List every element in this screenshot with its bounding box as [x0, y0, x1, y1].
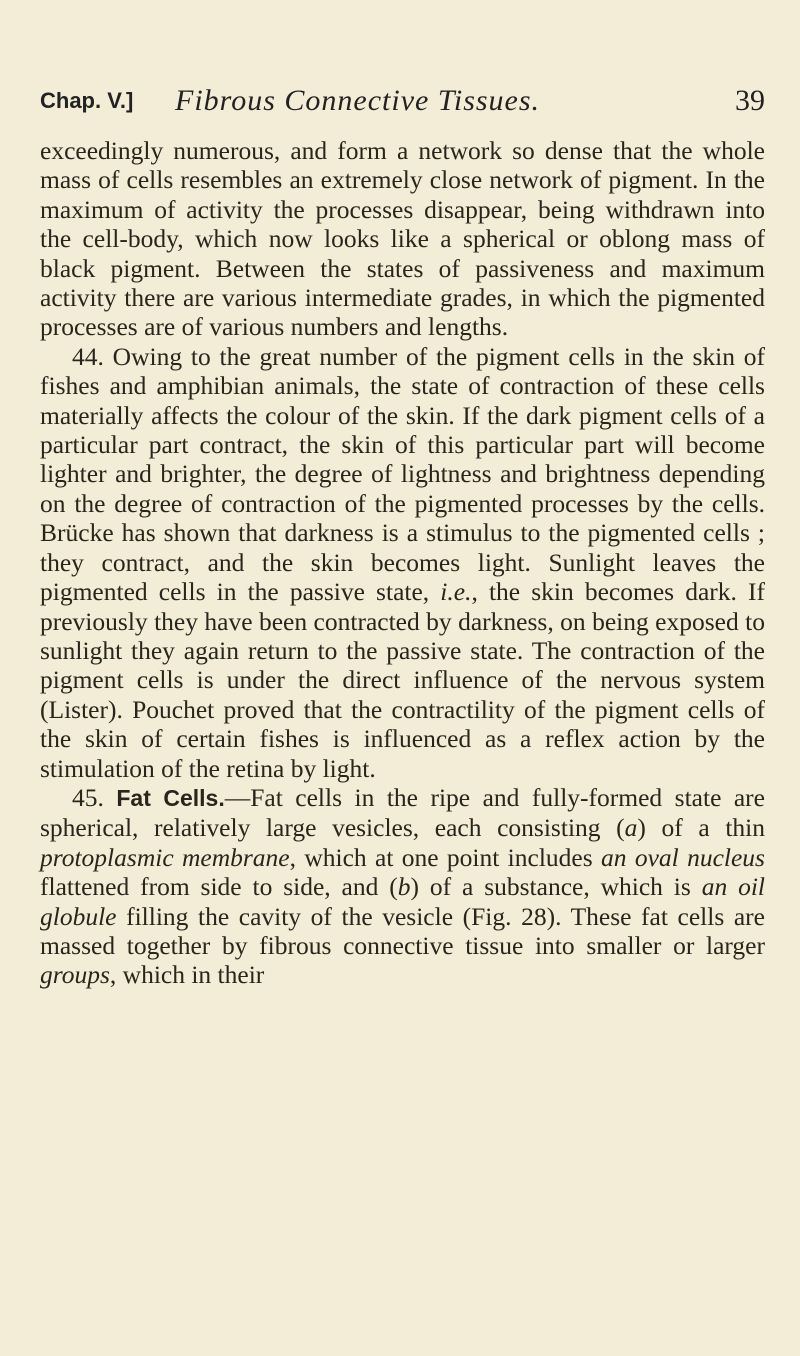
text-run: flattened from side to side, and (: [40, 872, 398, 902]
paragraph-44: [40, 342, 765, 783]
text-run: , which in their: [109, 960, 265, 990]
book-page: [40, 84, 765, 990]
text-run: ) of a substance, which is: [410, 872, 702, 902]
italic-run: protoplasmic membrane: [40, 842, 290, 872]
italic-run: groups: [40, 960, 110, 990]
text-run: , which at one point includes: [289, 842, 601, 872]
text-run: , the skin becomes dark. If previously they have been contracted by darkness, on being exposed to sunlight they again return to the passive state. The contraction of the pigment cells is under the direct influence of the nervous system (Lister). Pouchet proved that the contractility of the pigment cells of the skin of certain fishes is influenced as a reflex action by the stimulation of the retina by light.: [40, 577, 766, 783]
section-heading: Fat Cells.: [116, 784, 225, 811]
italic-run: an oval nucleus: [601, 842, 765, 872]
italic-run: a: [624, 813, 638, 843]
body-text: [40, 136, 765, 990]
chapter-label: Chap. V.]: [40, 88, 134, 113]
italic-run: i.e.: [440, 577, 472, 607]
paragraph-continuation: exceedingly numerous, and form a network so dense that the whole mass of cells resembles an extremely close network of pigment. In the maximum of activity the processes disappear, being withdrawn into the cell-body, which now looks like a spherical or oblong mass of black pigment. Between the states of passiveness and maximum activity there are various intermediate grades, in which the pigmented processes are of various numbers and lengths.: [40, 136, 765, 342]
page-number: 39: [735, 84, 765, 117]
text-run: —Fat cells in the ripe and fully-formed state are spherical, relatively large vesicles, each consisting (: [40, 782, 765, 843]
running-header: [40, 84, 765, 124]
paragraph-number: 45.: [72, 782, 104, 812]
paragraph-number: 44.: [72, 341, 104, 371]
italic-run: an oil globule: [40, 872, 766, 931]
running-title: Fibrous Connective Tissues.: [175, 84, 541, 117]
text-run: ) of a thin: [637, 813, 765, 843]
paragraph-45: [40, 783, 765, 990]
text-run: Owing to the great number of the pigment cells in the skin of fishes and amphibian animals, the state of contraction of these cells materially affects the colour of the skin. If the dark pigment cells of a particular part contract, the skin of this particular part will become lighter and brighter, the degree of lightness and brightness depending on the degree of contraction of the pigmented processes by the cells. Brücke has shown that darkness is a stimulus to the pigmented cells ; they contract, and the skin becomes light. Sunlight leaves the pigmented cells in the passive state,: [40, 341, 765, 607]
text-run: filling the cavity of the vesicle (Fig. 28). These fat cells are massed together by fibrous connective tissue into smaller or larger: [40, 901, 765, 960]
italic-run: b: [397, 872, 411, 902]
